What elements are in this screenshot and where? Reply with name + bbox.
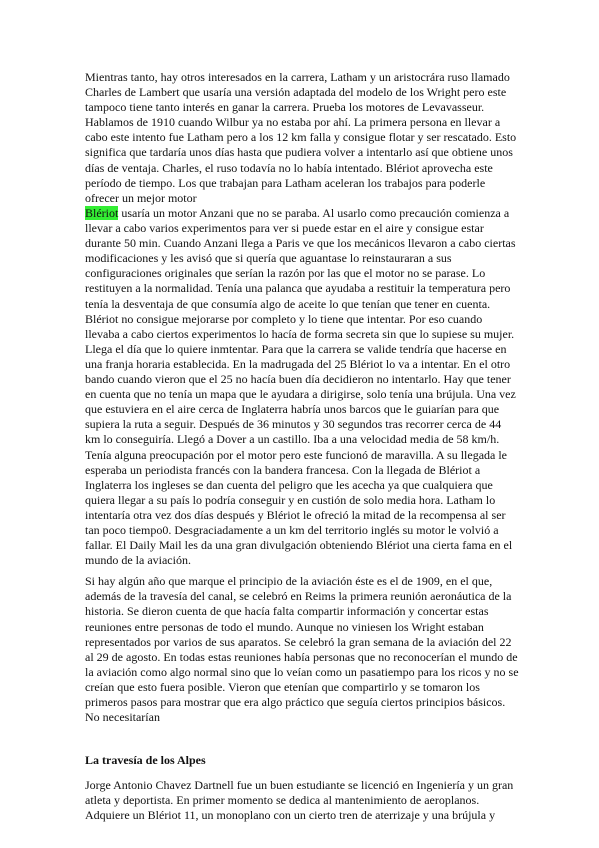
paragraph: Si hay algún año que marque el principio de la aviación éste es el de 1909, en el que, además de la travesía del canal, se celebró en Reims la primera reunión aeronáutica de la historia. Se dieron cuenta de que hacía falta compartir información y concertar estas reuniones entre personas de todo el mundo. Aunque no viniesen los Wright estaban representados por varios de sus aparatos. Se celebró la gran semana de la aviación del 22 al 29 de agosto. En todas estas reuniones había personas que no reconocerían el mundo de la aviación como algo normal sino que lo veían como un pasatiempo para los ricos y no se creían que esto fuera posible. Vieron que etenían que compartirlo y se tomaron los primeros pasos para mostrar que era algo práctico que seguía ciertos principios básicos. No necesitarían [85, 574, 519, 725]
highlighted-text: Blériot [85, 206, 119, 220]
paragraph-text: usaría un motor Anzani que no se paraba. Al usarlo como precaución comienza a llevar a cabo varios experimentos para ver si puede estar en el aire y consigue estar durante 50 min. Cuando Anzani llega a Paris ve que los mecánicos llevaron a cabo ciertas modificaciones y les avisó que si quería que aguantase lo reinstauraran a sus configuraciones originales que serían la razón por las que el motor no se parase. Lo restituyen a la normalidad. Tenía una palanca que ayudaba a restituir la temperatura pero tenía la desventaja de que consumía algo de aceite lo que tenían que tener en cuenta. Blériot no consigue mejorarse por completo y lo tiene que intentar. Por eso cuando llevaba a cabo ciertos experimentos lo hacía de forma secreta sin que lo supiese su mujer. Llega el día que lo quiere inmtentar. Para que la carrera se valide tendría que hacerse en una franja horaria establecida. En la madrugada del 25 Blériot lo va a intentar. En el otro bando cuando vieron que el 25 no hacía buen día decidieron no intentarlo. Hay que tener en cuenta que no tenía un mapa que le ayudara a dirigirse, solo tenía una brújula. Una vez que estuviera en el aire cerca de Inglaterra habría unos barcos que le guiarían para que supiera la ruta a seguir. Después de 36 minutos y 30 segundos tras recorrer cerca de 44 km lo conseguiría. Llegó a Dover a un castillo. Iba a una velocidad media de 58 km/h. Tenía alguna preocupación por el motor pero este funcionó de maravilla. A su llegada le esperaba un periodista francés con la bandera francesa. Con la llegada de Blériot a Inglaterra los ingleses se dan cuenta del peligro que les acecha ya que cualquiera que quiera llegar a su país lo podría conseguir y en custión de solo media hora. Latham lo intentaría otra vez dos días después y Blériot le ofreció la mitad de la recompensa al ser tan poco tiempo0. Desgraciadamente a un km del territorio inglés su motor le volvió a fallar. El Daily Mail les da una gran divulgación obteniendo Blériot una cierta fama en el mundo de la aviación. [85, 206, 516, 568]
document-body [85, 70, 519, 823]
section-heading: La travesía de los Alpes [85, 753, 206, 768]
paragraph: Jorge Antonio Chavez Dartnell fue un buen estudiante se licenció en Ingeniería y un gran atleta y deportista. En primer momento se dedica al mantenimiento de aeroplanos. Adquiere un Blériot 11, un monoplano con un cierto tren de aterrizaje y una brújula y [85, 778, 514, 823]
paragraph [85, 206, 519, 568]
paragraph: Mientras tanto, hay otros interesados en la carrera, Latham y un aristocrára ruso llamado Charles de Lambert que usaría una versión adaptada del modelo de los Wright pero este tampoco tiene tanto interés en ganar la carrera. Prueba los motores de Levavasseur. Hablamos de 1910 cuando Wilbur ya no estaba por ahí. La primera persona en llevar a cabo este intento fue Latham pero a los 12 km falla y consigue flotar y ser rescatado. Esto significa que tardaría unos días hasta que pudiera volver a intentarlo así que obtiene unos días de ventaja. Charles, el ruso todavía no lo había intentado. Blériot aprovecha este período de tiempo. Los que trabajan para Latham aceleran los trabajos para poderle ofrecer un mejor motor [85, 70, 517, 205]
